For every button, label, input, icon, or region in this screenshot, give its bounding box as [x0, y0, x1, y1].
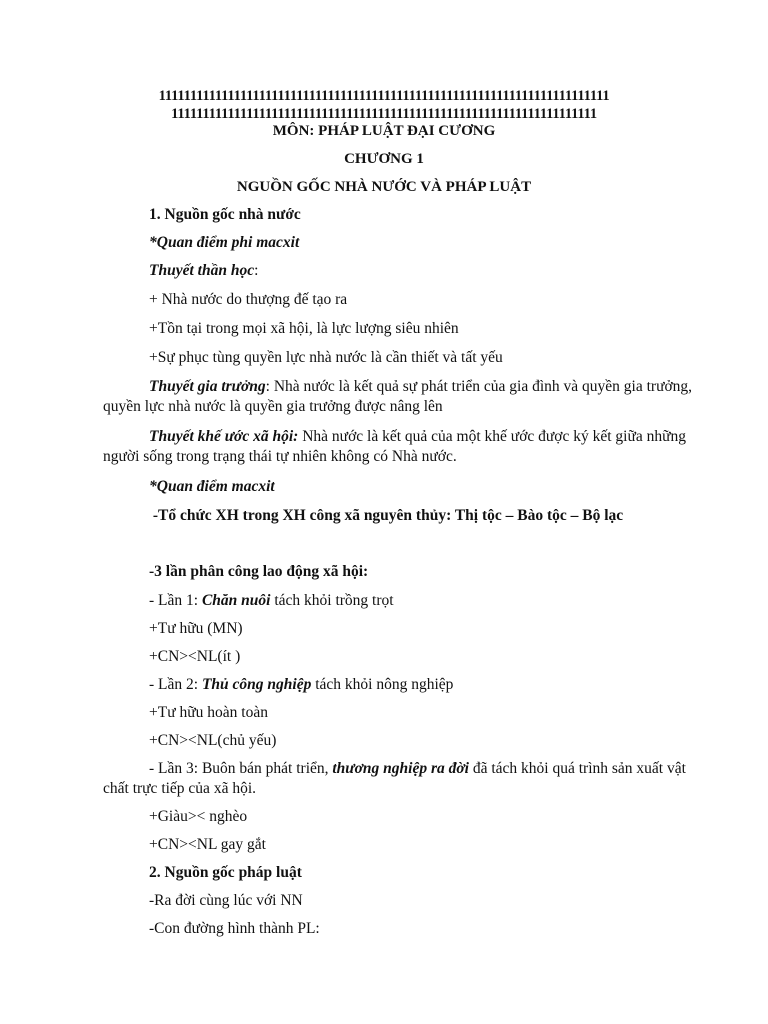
patriarchal-title: Thuyết gia trưởng — [149, 378, 266, 395]
lan1-emph: Chăn nuôi — [201, 592, 271, 609]
lan2-item: +Tư hữu hoàn toàn — [149, 704, 268, 721]
chapter-label: CHƯƠNG 1 — [344, 151, 424, 167]
social-contract-text: Nhà nước là kết quả của một khế ước được ký kết giữa những người sống trong trạng thái tự nhiên không có Nhà nước. — [103, 428, 687, 465]
patriarchal-paragraph — [103, 377, 713, 417]
theology-colon: : — [254, 262, 259, 279]
lan1-prefix: - Lần 1: — [149, 592, 202, 609]
lan1-item: +CN><NL(ít ) — [149, 648, 241, 665]
lan3-paragraph — [103, 759, 713, 799]
lan2-item: +CN><NL(chủ yếu) — [149, 732, 277, 749]
section1-heading: 1. Nguồn gốc nhà nước — [149, 206, 301, 223]
lan3-suffix: đã tách khỏi quá trình sản xuất vật chất trực tiếp của xã hội. — [103, 760, 686, 797]
ones-line-1: 111111111111111111111111111111111111111111111111111111111111111111111111 — [158, 88, 610, 104]
theology-item: +Tồn tại trong mọi xã hội, là lực lượng siêu nhiên — [149, 320, 459, 337]
lan1-suffix: tách khỏi trồng trọt — [270, 592, 394, 609]
patriarchal-text: : Nhà nước là kết quả sự phát triển của gia đình và quyền gia trưởng, quyền lực nhà nước là quyền gia trưởng được nâng lên — [103, 378, 693, 415]
social-contract-title: Thuyết khế ước xã hội: — [149, 428, 299, 445]
marxist-heading: *Quan điểm macxit — [149, 478, 275, 495]
lan3-emph: thương nghiệp ra đời — [332, 760, 469, 777]
lan1-item: +Tư hữu (MN) — [149, 620, 243, 637]
section2-item: -Ra đời cùng lúc với NN — [149, 892, 303, 909]
theology-item: + Nhà nước do thượng đế tạo ra — [149, 291, 348, 308]
lan2-line — [149, 675, 768, 695]
theology-item: +Sự phục tùng quyền lực nhà nước là cần thiết và tất yếu — [149, 349, 503, 366]
section2-heading: 2. Nguồn gốc pháp luật — [149, 864, 302, 881]
division-heading: -3 lần phân công lao động xã hội: — [149, 563, 369, 580]
lan1-line — [149, 591, 768, 611]
organization-line: -Tổ chức XH trong XH công xã nguyên thủy: Thị tộc – Bào tộc – Bộ lạc — [149, 507, 624, 524]
lan2-prefix: - Lần 2: — [149, 676, 202, 693]
theology-line — [149, 261, 768, 281]
lan3-prefix: - Lần 3: Buôn bán phát triển, — [149, 760, 333, 777]
social-contract-paragraph — [103, 427, 713, 467]
lan3-item: +Giàu>< nghèo — [149, 808, 248, 825]
lan3-item: +CN><NL gay gắt — [149, 836, 266, 853]
theology-title: Thuyết thần học — [149, 262, 255, 279]
ones-line-2: 11111111111111111111111111111111111111111111111111111111111111111111 — [171, 106, 597, 122]
section2-item: -Con đường hình thành PL: — [149, 920, 320, 937]
non-marxist-heading: *Quan điểm phi macxit — [149, 234, 300, 251]
subject-title: MÔN: PHÁP LUẬT ĐẠI CƯƠNG — [272, 123, 496, 139]
lan2-suffix: tách khỏi nông nghiệp — [311, 676, 454, 693]
lan2-emph: Thủ công nghiệp — [201, 676, 312, 693]
chapter-title: NGUỒN GỐC NHÀ NƯỚC VÀ PHÁP LUẬT — [236, 179, 532, 195]
